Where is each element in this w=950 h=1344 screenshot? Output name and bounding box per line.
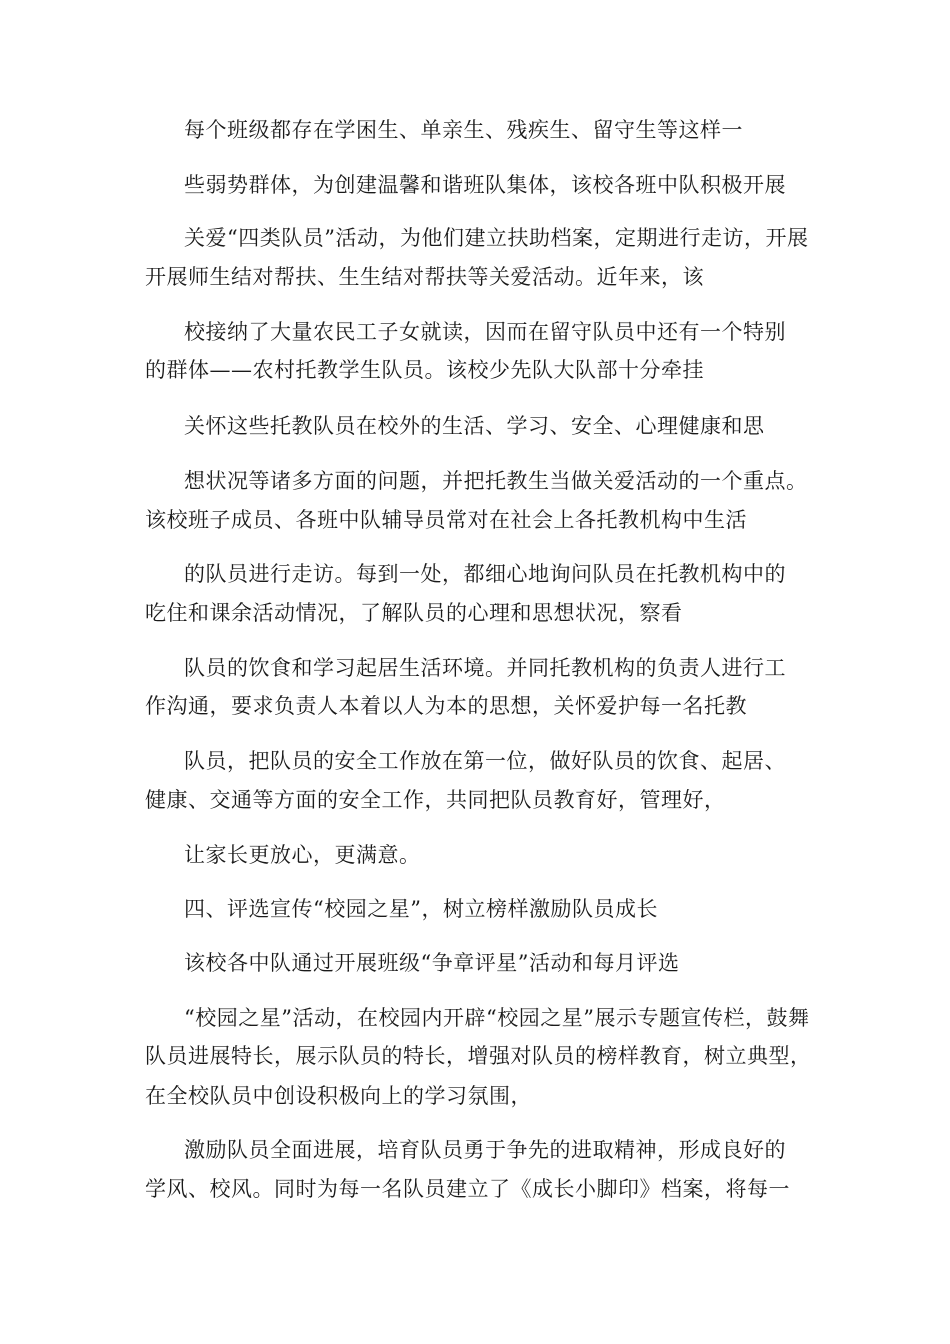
text-line: 学风、校风。同时为每一名队员建立了《成长小脚印》档案，将每一: [145, 1177, 790, 1201]
text-line: “校园之星”活动，在校园内开辟“校园之星”展示专题宣传栏，鼓舞: [184, 1006, 810, 1030]
text-line: 的群体——农村托教学生队员。该校少先队大队部十分牵挂: [145, 358, 704, 382]
text-line: 每个班级都存在学困生、单亲生、残疾生、留守生等这样一: [184, 118, 743, 142]
text-line: 该校各中队通过开展班级“争章评星”活动和每月评选: [184, 951, 680, 975]
text-line: 该校班子成员、各班中队辅导员常对在社会上各托教机构中生活: [145, 508, 747, 532]
text-line: 关怀这些托教队员在校外的生活、学习、安全、心理健康和思: [184, 414, 765, 438]
section-heading: 四、评选宣传“校园之星”，树立榜样激励队员成长: [184, 897, 658, 921]
text-line: 些弱势群体，为创建温馨和谐班队集体，该校各班中队积极开展: [184, 173, 786, 197]
text-line: 在全校队员中创设积极向上的学习氛围，: [145, 1084, 532, 1108]
text-line: 队员的饮食和学习起居生活环境。并同托教机构的负责人进行工: [184, 656, 786, 680]
text-line: 队员，把队员的安全工作放在第一位，做好队员的饮食、起居、: [184, 749, 786, 773]
text-line: 吃住和课余活动情况，了解队员的心理和思想状况，察看: [145, 601, 683, 625]
text-line: 校接纳了大量农民工子女就读，因而在留守队员中还有一个特别: [184, 320, 786, 344]
text-line: 激励队员全面进展，培育队员勇于争先的进取精神，形成良好的: [184, 1138, 786, 1162]
text-line: 关爱“四类队员”活动，为他们建立扶助档案，定期进行走访，开展: [184, 226, 809, 250]
text-line: 队员进展特长，展示队员的特长，增强对队员的榜样教育，树立典型，: [145, 1044, 812, 1068]
text-line: 作沟通，要求负责人本着以人为本的思想，关怀爱护每一名托教: [145, 694, 747, 718]
text-line: 想状况等诸多方面的问题，并把托教生当做关爱活动的一个重点。: [184, 469, 808, 493]
text-line: 的队员进行走访。每到一处，都细心地询问队员在托教机构中的: [184, 562, 786, 586]
text-line: 开展师生结对帮扶、生生结对帮扶等关爱活动。近年来，该: [145, 265, 704, 289]
text-line: 让家长更放心，更满意。: [184, 843, 421, 867]
text-line: 健康、交通等方面的安全工作，共同把队员教育好，管理好，: [145, 788, 726, 812]
